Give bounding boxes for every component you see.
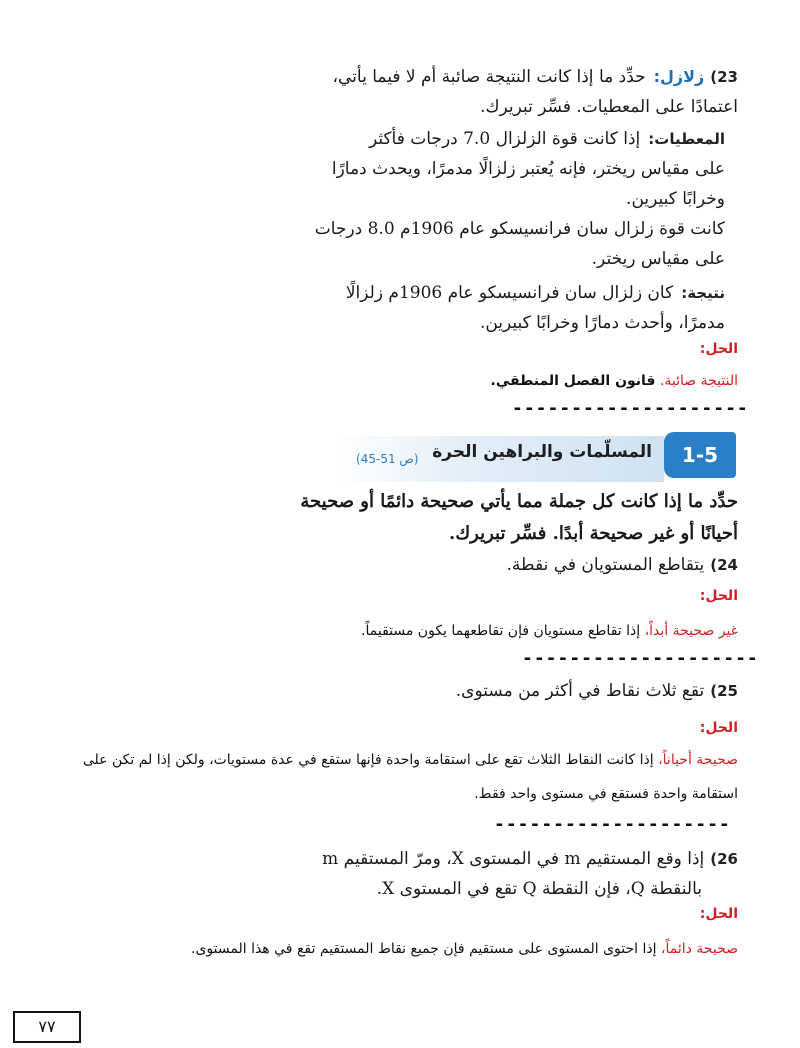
question-23 <box>218 62 738 122</box>
topic-keyword: زلازل: <box>653 67 705 86</box>
divider: -------------------- <box>522 648 759 669</box>
solution-label: الحل: <box>699 906 738 922</box>
solution-label: الحل: <box>699 341 738 357</box>
page-number: ٧٧ <box>13 1011 81 1043</box>
conclusion-block: نتيجة:كان زلزال سان فرانسيسكو عام 1906م زلزالًا مدمرًا، وأحدث دمارًا وخرابًا كبيرين. <box>345 283 725 333</box>
solution-label: الحل: <box>699 588 738 604</box>
answer-25: صحيحة أحياناً، إذا كانت النقاط الثلاث تقع على استقامة واحدة فإنها ستقع في عدة مستويات، ولكن إذا لم تكن على استقامة واحدة فستقع في مستوى واحد فقط. <box>82 752 738 802</box>
section-title: المسلّمات والبراهين الحرة <box>432 442 652 462</box>
question-26: 26)إذا وقع المستقيم m في المستوى X، ومرّ المستقيم m بالنقطة Q، فإن النقطة Q تقع في المستوى X. <box>322 849 738 899</box>
givens-block: المعطيات:إذا كانت قوة الزلزال 7.0 درجات فأكثر على مقياس ريختر، فإنه يُعتبر زلزالًا مدمرًا، ويحدث دمارًا وخرابًا كبيرين. كانت قوة زلزال سان فرانسيسكو عام 1906م 8.0 درجات على مقياس ريختر. <box>314 129 725 269</box>
conclusion-label: نتيجة: <box>681 284 725 302</box>
section-number: 1-5 <box>664 432 736 478</box>
question-24: 24)يتقاطع المستويان في نقطة. <box>506 555 738 575</box>
question-25: 25)تقع ثلاث نقاط في أكثر من مستوى. <box>455 681 738 701</box>
divider: -------------------- <box>494 814 731 835</box>
question-23-line-2: اعتمادًا على المعطيات. فسِّر تبريرك. <box>480 97 738 117</box>
question-23-line-1: 23)زلازل:حدِّد ما إذا كانت النتيجة صائبة أم لا فيما يأتي، <box>332 67 738 87</box>
question-number: 25) <box>710 682 738 700</box>
section-intro: حدِّد ما إذا كانت كل جملة مما يأتي صحيحة دائمًا أو صحيحة أحيانًا أو غير صحيحة أبدًا. فسِّر تبريرك. <box>300 491 738 544</box>
section-banner <box>334 432 736 484</box>
question-number: 24) <box>710 556 738 574</box>
answer-26: صحيحة دائماً، إذا احتوى المستوى على مستقيم فإن جميع نقاط المستقيم تقع في هذا المستوى. <box>191 941 738 957</box>
section-pages: (ص 51-45) <box>356 452 419 466</box>
answer-23: النتيجة صائبة. قانون الفصل المنطقي. <box>490 373 738 389</box>
question-number: 26) <box>710 850 738 868</box>
solution-label: الحل: <box>699 720 738 736</box>
givens-label: المعطيات: <box>648 130 725 148</box>
divider: -------------------- <box>512 398 749 419</box>
answer-24: غير صحيحة أبداً، إذا تقاطع مستويان فإن تقاطعهما يكون مستقيماً. <box>361 623 738 639</box>
question-number: 23) <box>710 68 738 86</box>
